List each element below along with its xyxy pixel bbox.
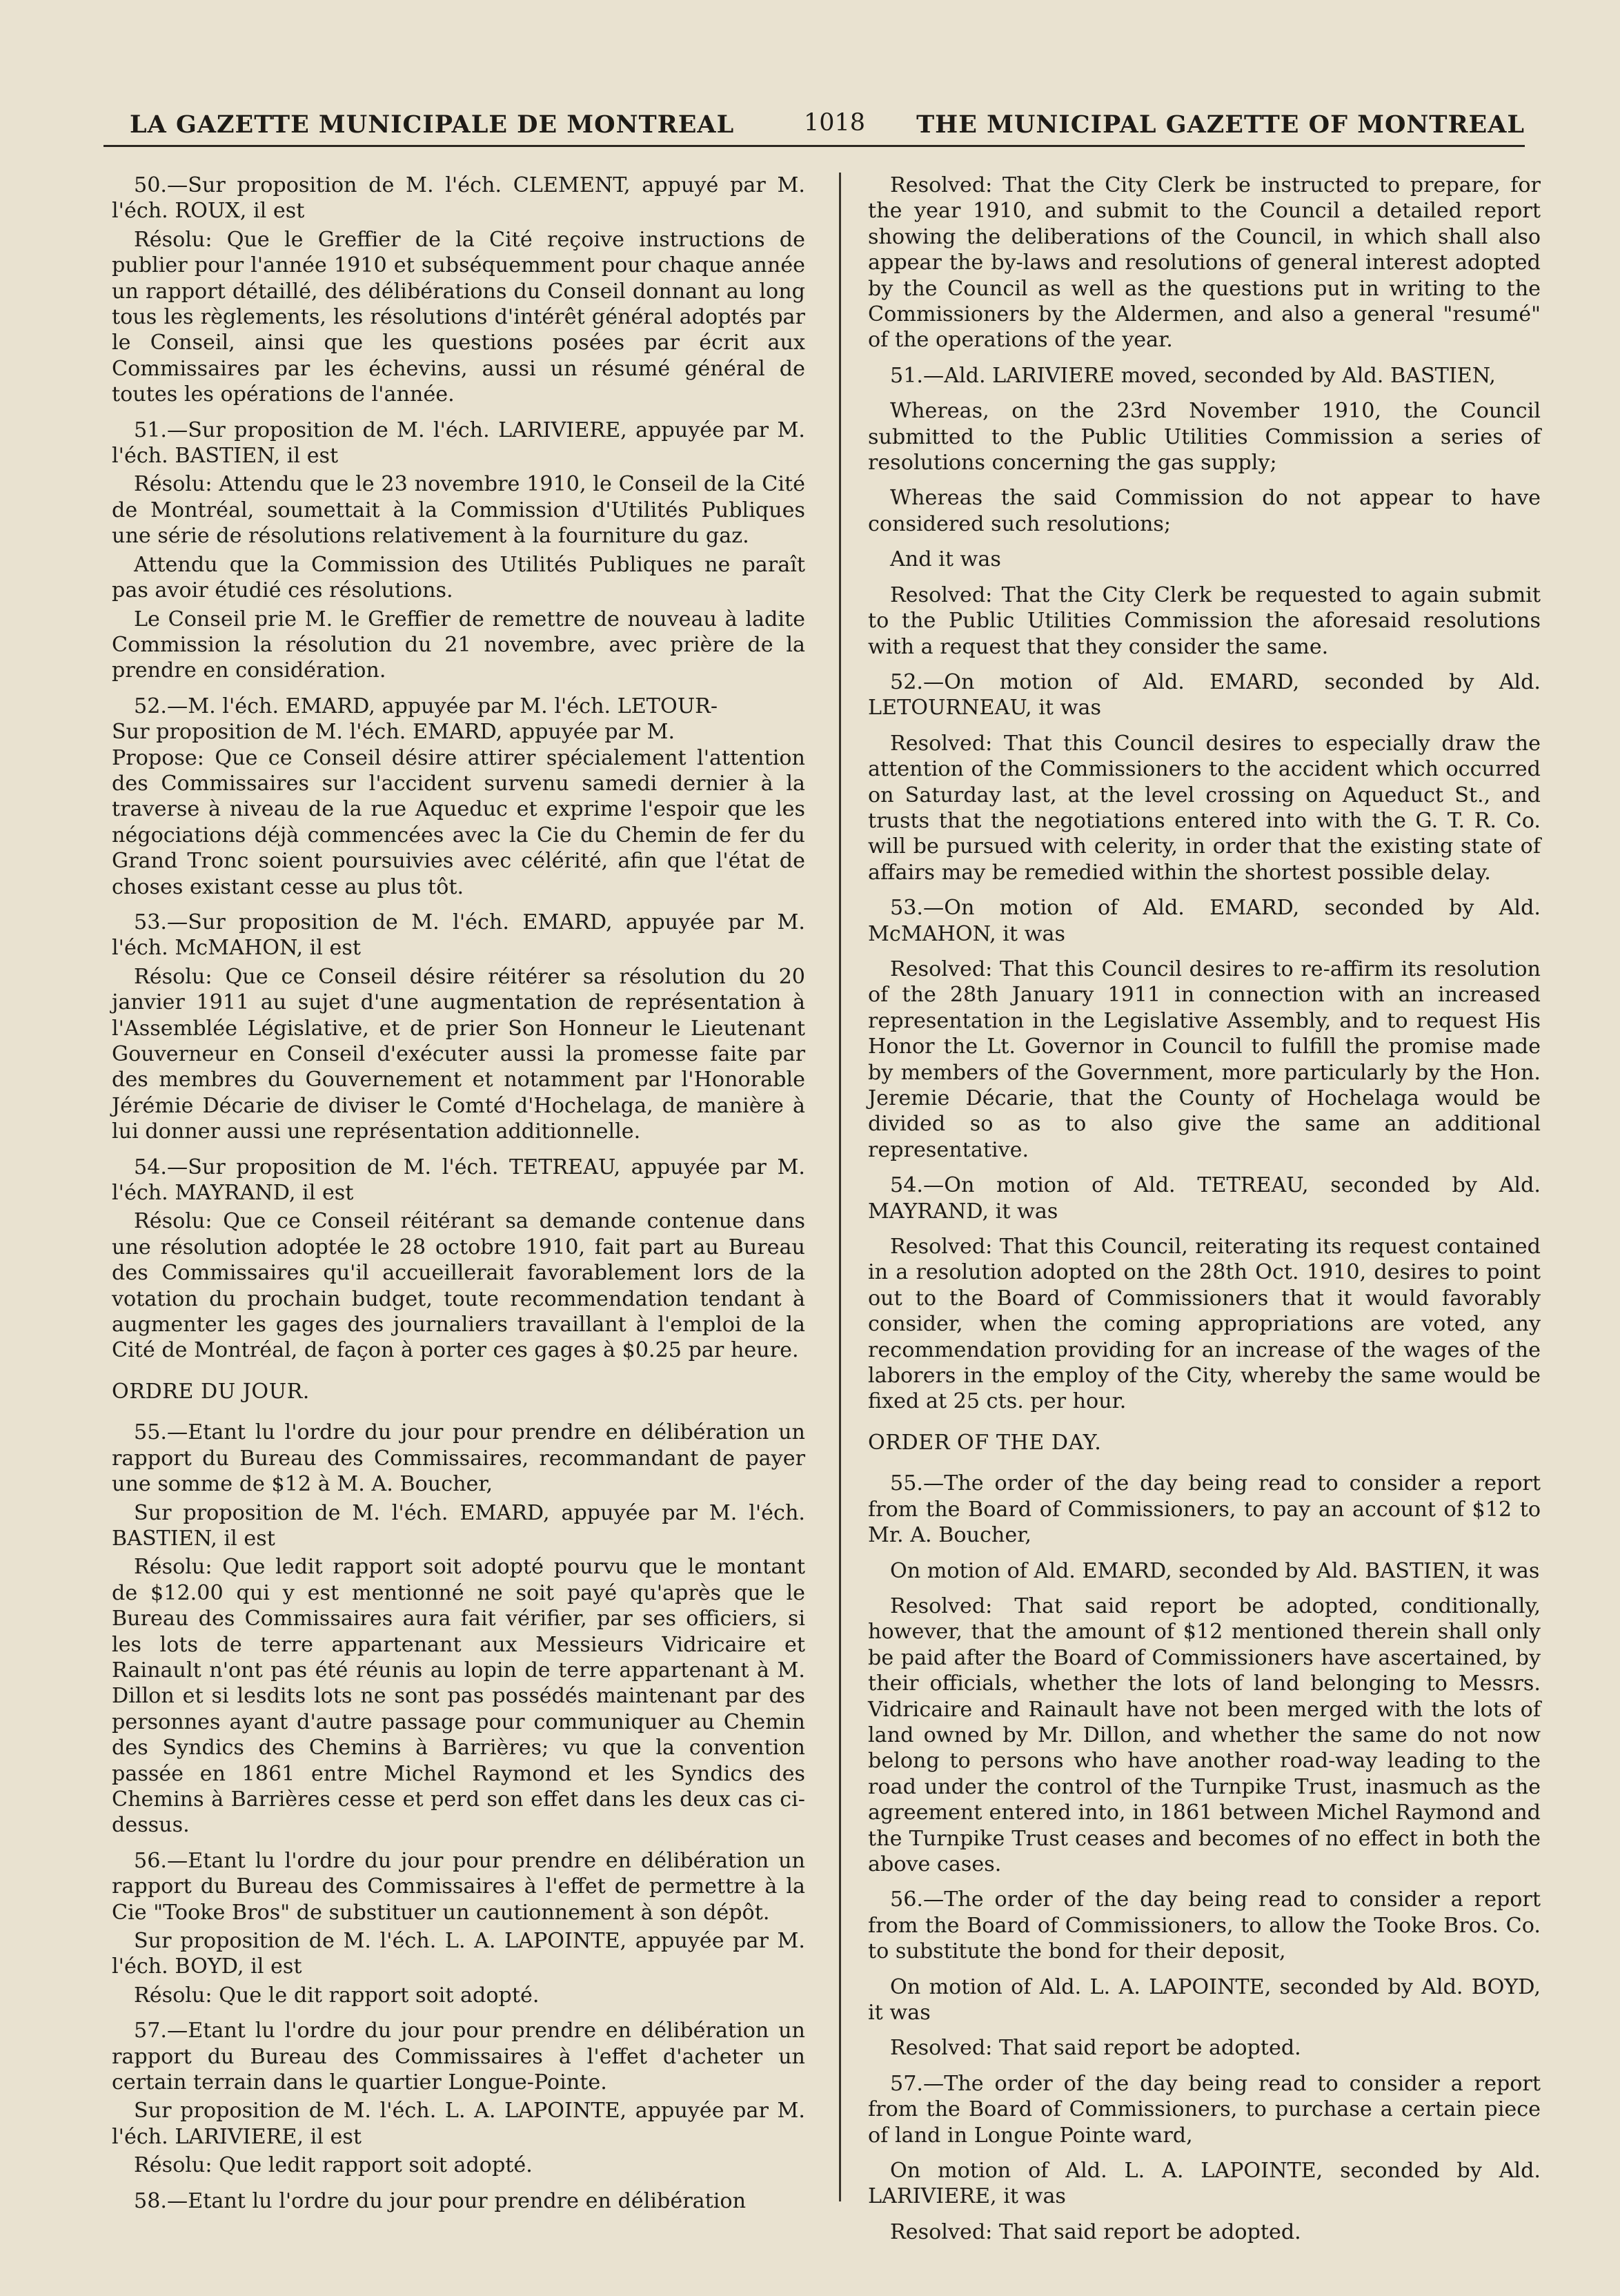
item-50-resolved: Resolved: That the City Clerk be instructed to prepare, for the year 1910, and submit to the Council a detailed report showing the deliberations of the Council, in which shall also appear the by-laws and resolutions of general interest adopted by the Council as well as the questions put in writing to the Commissioners by the Aldermen, and also a general "resumé" of the operations of the year. [868,173,1541,353]
item-56-resolution: Résolu: Que le dit rapport soit adopté. [134,1983,540,2008]
item-51-and: And it was [890,547,1001,572]
column-divider [839,173,841,2201]
order-of-the-day-heading: ORDER OF THE DAY. [868,1430,1102,1455]
item-50-motion: 50.—Sur proposition de M. l'éch. CLEMENT, appuyé par M. l'éch. ROUX, il est [112,173,805,224]
item-51-resolved: Resolved: That the City Clerk be requested to again submit to the Public Utilities Commission the aforesaid resolutions with a request that they consider the same. [868,582,1541,659]
item-55-motion: Sur proposition de M. l'éch. EMARD, appuyée par M. l'éch. BASTIEN, il est [112,1500,805,1551]
item-56-moved: On motion of Ald. L. A. LAPOINTE, seconded by Ald. BOYD, it was [868,1974,1541,2025]
page-number: 1018 [804,109,866,137]
english-gazette-title: THE MUNICIPAL GAZETTE OF MONTREAL [916,110,1525,139]
french-column [112,173,805,2224]
item-52-resolved: Resolved: That this Council desires to especially draw the attention of the Commissioners to the accident which occurred on Saturday last, at the level crossing on Aqueduct St., and trusts that the negotiations entered into with the G. T. R. Co. will be pursued with celerity, in order that the existing state of affairs may be remedied within the shortest possible delay. [868,731,1541,885]
item-57-motion: Sur proposition de M. l'éch. L. A. LAPOINTE, appuyée par M. l'éch. LARIVIERE, il est [112,2099,805,2149]
item-55-resolution: Résolu: Que ledit rapport soit adopté pourvu que le montant de $12.00 qui y est mentionné ne soit payé qu'après que le Bureau des Commissaires aura fait vérifier, par ses officiers, si les lots de terre appartenant aux Messieurs Vidricaire et Rainault n'ont pas été réunis au lopin de terre appartenant à M. Dillon et si lesdits lots ne sont pas possédés maintenant par des personnes ayant d'autre passage pour communiquer au Chemin des Syndics des Chemins à Barrières; vu que la convention passée en 1861 entre Michel Raymond et les Syndics des Chemins à Barrières cesse et perd son effet dans les deux cas ci-dessus. [112,1555,805,1838]
item-57-order-en: 57.—The order of the day being read to consider a report from the Board of Commissioners, to purchase a certain piece of land in Longue Pointe ward, [868,2071,1541,2148]
item-55-order: 55.—Etant lu l'ordre du jour pour prendre en délibération un rapport du Bureau des Commissaires, recommandant de payer une somme de $12 à M. A. Boucher, [112,1420,805,1497]
item-50-resolution: Résolu: Que le Greffier de la Cité reçoive instructions de publier pour l'année 1910 et subséquemment pour chaque année un rapport détaillé, des délibérations du Conseil donnant au long tous les règlements, les résolutions d'intérêt général adoptés par le Conseil, ainsi que les questions posées par écrit aux Commissaires par les échevins, aussi un résumé général de toutes les opérations de l'année. [112,227,805,407]
item-52-motion: 52.—M. l'éch. EMARD, appuyée par M. l'éch. LETOUR- [134,694,718,718]
item-53-resolved: Resolved: That this Council desires to re-affirm its resolution of the 28th January 1911 in connection with an increased representation in the Legislative Assembly, and to request His Honor the Lt. Governor in Council to fulfill the promise made by members of the Government, more particularly by the Hon. Jeremie Décarie, that the County of Hochelaga would be divided so as to also give the same an additional representative. [868,956,1541,1162]
running-header [103,104,1525,147]
item-51-request: Le Conseil prie M. le Greffier de remettre de nouveau à ladite Commission la résolution du 21 novembre, avec prière de la prendre en considération. [112,607,805,683]
item-51-whereas: Attendu que la Commission des Utilités Publiques ne paraît pas avoir étudié ces résolutions. [112,552,805,603]
french-gazette-title: LA GAZETTE MUNICIPALE DE MONTREAL [130,110,735,139]
item-53-moved: 53.—On motion of Ald. EMARD, seconded by Ald. McMAHON, it was [868,896,1541,946]
item-56-order: 56.—Etant lu l'ordre du jour pour prendre en délibération un rapport du Bureau des Commissaires à l'effet de permettre à la Cie "Tooke Bros" de substituer un cautionnement à son dépôt. [112,1848,805,1925]
item-56-motion: Sur proposition de M. l'éch. L. A. LAPOINTE, appuyée par M. l'éch. BOYD, il est [112,1929,805,1979]
item-51-resolution: Résolu: Attendu que le 23 novembre 1910, le Conseil de la Cité de Montréal, soumettait à la Commission d'Utilités Publiques une série de résolutions relativement à la fourniture du gaz. [112,472,805,549]
ordre-du-jour-heading: ORDRE DU JOUR. [112,1379,310,1404]
item-52-motion-2: Sur proposition de M. l'éch. EMARD, appuyée par M. [112,720,675,745]
item-51-whereas-1: Whereas, on the 23rd November 1910, the Council submitted to the Public Utilities Commission a series of resolutions concerning the gas supply; [868,399,1541,475]
item-52-proposal: Propose: Que ce Conseil désire attirer spécialement l'attention des Commissaires sur l'accident survenu samedi dernier à la traverse à niveau de la rue Aqueduc et exprime l'espoir que les négociations déjà commencées avec la Cie du Chemin de fer du Grand Tronc soient poursuivies avec célérité, afin que l'état de choses existant cesse au plus tôt. [112,745,805,899]
item-53-motion: 53.—Sur proposition de M. l'éch. EMARD, appuyée par M. l'éch. McMAHON, il est [112,910,805,961]
item-51-moved: 51.—Ald. LARIVIERE moved, seconded by Ald. BASTIEN, [890,363,1496,388]
item-53-resolution: Résolu: Que ce Conseil désire réitérer sa résolution du 20 janvier 1911 au sujet d'une augmentation de représentation à l'Assemblée Législative, et de prier Son Honneur le Lieutenant Gouverneur en Conseil d'exécuter aussi la promesse faite par des membres du Gouvernement et notamment par l'Honorable Jérémie Décarie de diviser le Comté d'Hochelaga, de manière à lui donner aussi une représentation additionnelle. [112,964,805,1144]
item-55-resolved: Resolved: That said report be adopted, conditionally, however, that the amount of $12 mentioned therein shall only be paid after the Board of Commissioners have ascertained, by their officials, whether the lots of land belonging to Messrs. Vidricaire and Rainault have not been merged with the lots of land owned by Mr. Dillon, and whether the same do not now belong to persons who have another road-way leading to the road under the control of the Turnpike Trust, inasmuch as the agreement entered into, in 1861 between Michel Raymond and the Turnpike Trust ceases and becomes of no effect in both the above cases. [868,1593,1541,1876]
item-55-order-en: 55.—The order of the day being read to consider a report from the Board of Commissioners, to pay an account of $12 to Mr. A. Boucher, [868,1471,1541,1548]
item-56-resolved: Resolved: That said report be adopted. [890,2036,1301,2061]
item-58-order: 58.—Etant lu l'ordre du jour pour prendre en délibération [134,2188,747,2213]
item-57-order: 57.—Etant lu l'ordre du jour pour prendre en délibération un rapport du Bureau des Commissaires à l'effet d'acheter un certain terrain dans le quartier Longue-Pointe. [112,2019,805,2095]
item-54-resolution: Résolu: Que ce Conseil réitérant sa demande contenue dans une résolution adoptée le 28 octobre 1910, fait part au Bureau des Commissaires qu'il accueillerait favorablement lors de la votation du prochain budget, toute recommendation tendant à augmenter les gages des journaliers travaillant à l'emploi de la Cité de Montréal, de façon à porter ces gages à $0.25 par heure. [112,1209,805,1363]
item-54-moved: 54.—On motion of Ald. TETREAU, seconded by Ald. MAYRAND, it was [868,1173,1541,1224]
item-52-moved: 52.—On motion of Ald. EMARD, seconded by Ald. LETOURNEAU, it was [868,669,1541,720]
item-54-resolved: Resolved: That this Council, reiterating its request contained in a resolution adopted on the 28th Oct. 1910, desires to point out to the Board of Commissioners that it would favorably consider, when the coming appropriations are voted, any recommendation providing for an increase of the wages of the laborers in the employ of the City, whereby the same would be fixed at 25 cts. per hour. [868,1235,1541,1414]
item-54-motion: 54.—Sur proposition de M. l'éch. TETREAU, appuyée par M. l'éch. MAYRAND, il est [112,1155,805,1206]
item-55-moved: On motion of Ald. EMARD, seconded by Ald. BASTIEN, it was [890,1558,1540,1583]
item-57-resolution: Résolu: Que ledit rapport soit adopté. [134,2153,533,2178]
item-57-resolved: Resolved: That said report be adopted. [890,2219,1301,2244]
item-51-whereas-2: Whereas the said Commission do not appear to have considered such resolutions; [868,486,1541,536]
item-51-motion: 51.—Sur proposition de M. l'éch. LARIVIERE, appuyée par M. l'éch. BASTIEN, il est [112,418,805,469]
item-57-moved: On motion of Ald. L. A. LAPOINTE, seconded by Ald. LARIVIERE, it was [868,2159,1541,2209]
english-column [868,173,1541,2255]
item-56-order-en: 56.—The order of the day being read to consider a report from the Board of Commissioners, to allow the Tooke Bros. Co. to substitute the bond for their deposit, [868,1887,1541,1964]
